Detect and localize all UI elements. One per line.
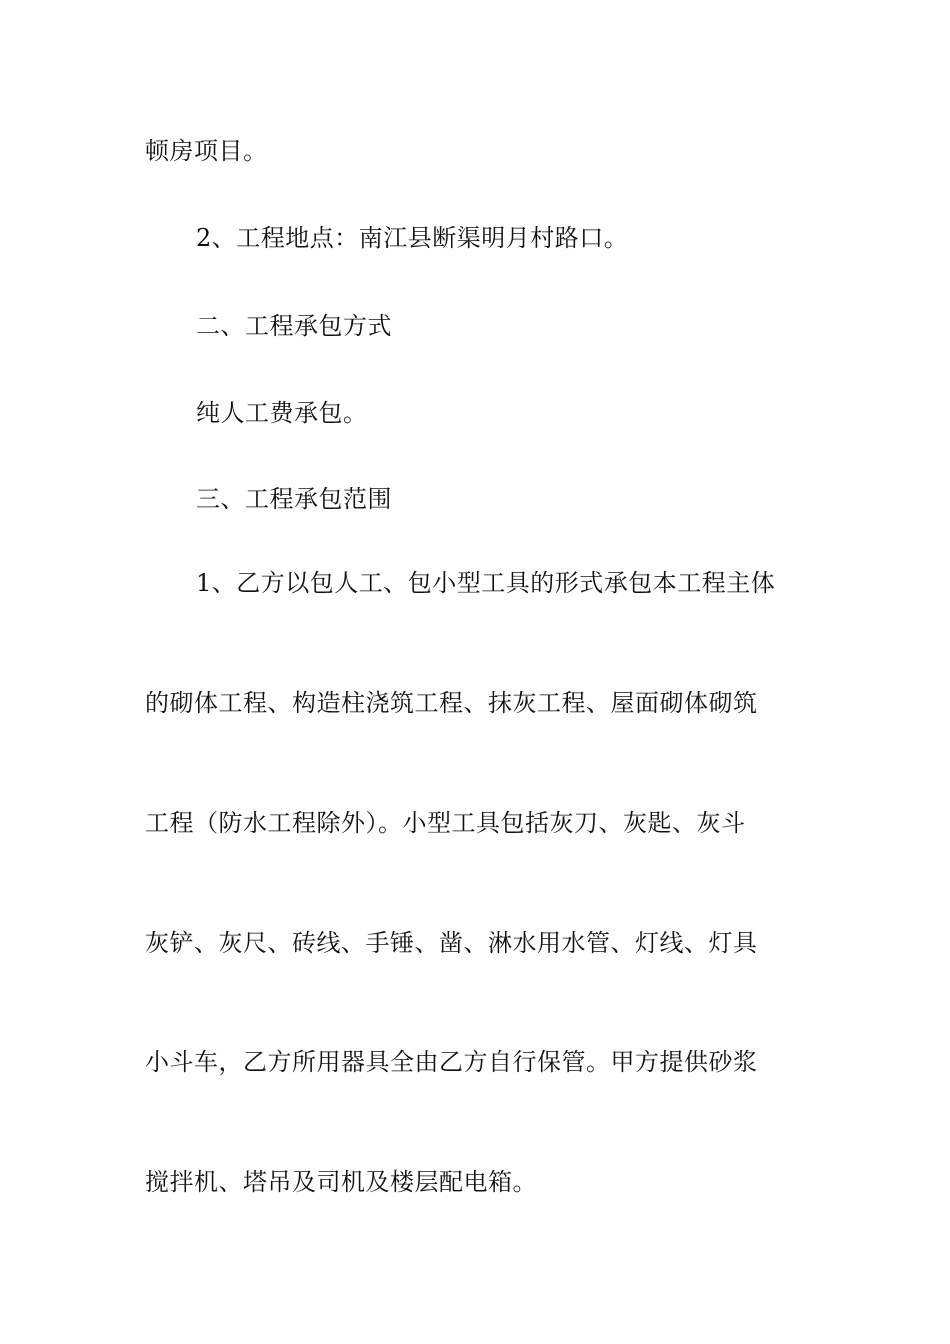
text-line-continuation: 顿房项目。 — [145, 137, 268, 165]
text-line-project-location: 2、工程地点：南江县断渠明月村路口。 — [196, 224, 629, 252]
section-heading-contract-method: 二、工程承包方式 — [196, 312, 392, 340]
text-line-scope-6: 搅拌机、塔吊及司机及楼层配电箱。 — [145, 1168, 537, 1196]
section-heading-contract-scope: 三、工程承包范围 — [196, 485, 392, 513]
text-line-labor-contract: 纯人工费承包。 — [196, 399, 368, 427]
text-line-scope-3: 工程（防水工程除外）。小型工具包括灰刀、灰匙、灰斗 — [145, 809, 746, 837]
text-line-scope-5: 小斗车，乙方所用器具全由乙方自行保管。甲方提供砂浆 — [145, 1048, 758, 1076]
text-line-scope-4: 灰铲、灰尺、砖线、手锤、凿、淋水用水管、灯线、灯具 — [145, 929, 758, 957]
text-line-scope-2: 的砌体工程、构造柱浇筑工程、抹灰工程、屋面砌体砌筑 — [145, 689, 758, 717]
text-line-scope-1: 1、乙方以包人工、包小型工具的形式承包本工程主体 — [196, 569, 776, 597]
